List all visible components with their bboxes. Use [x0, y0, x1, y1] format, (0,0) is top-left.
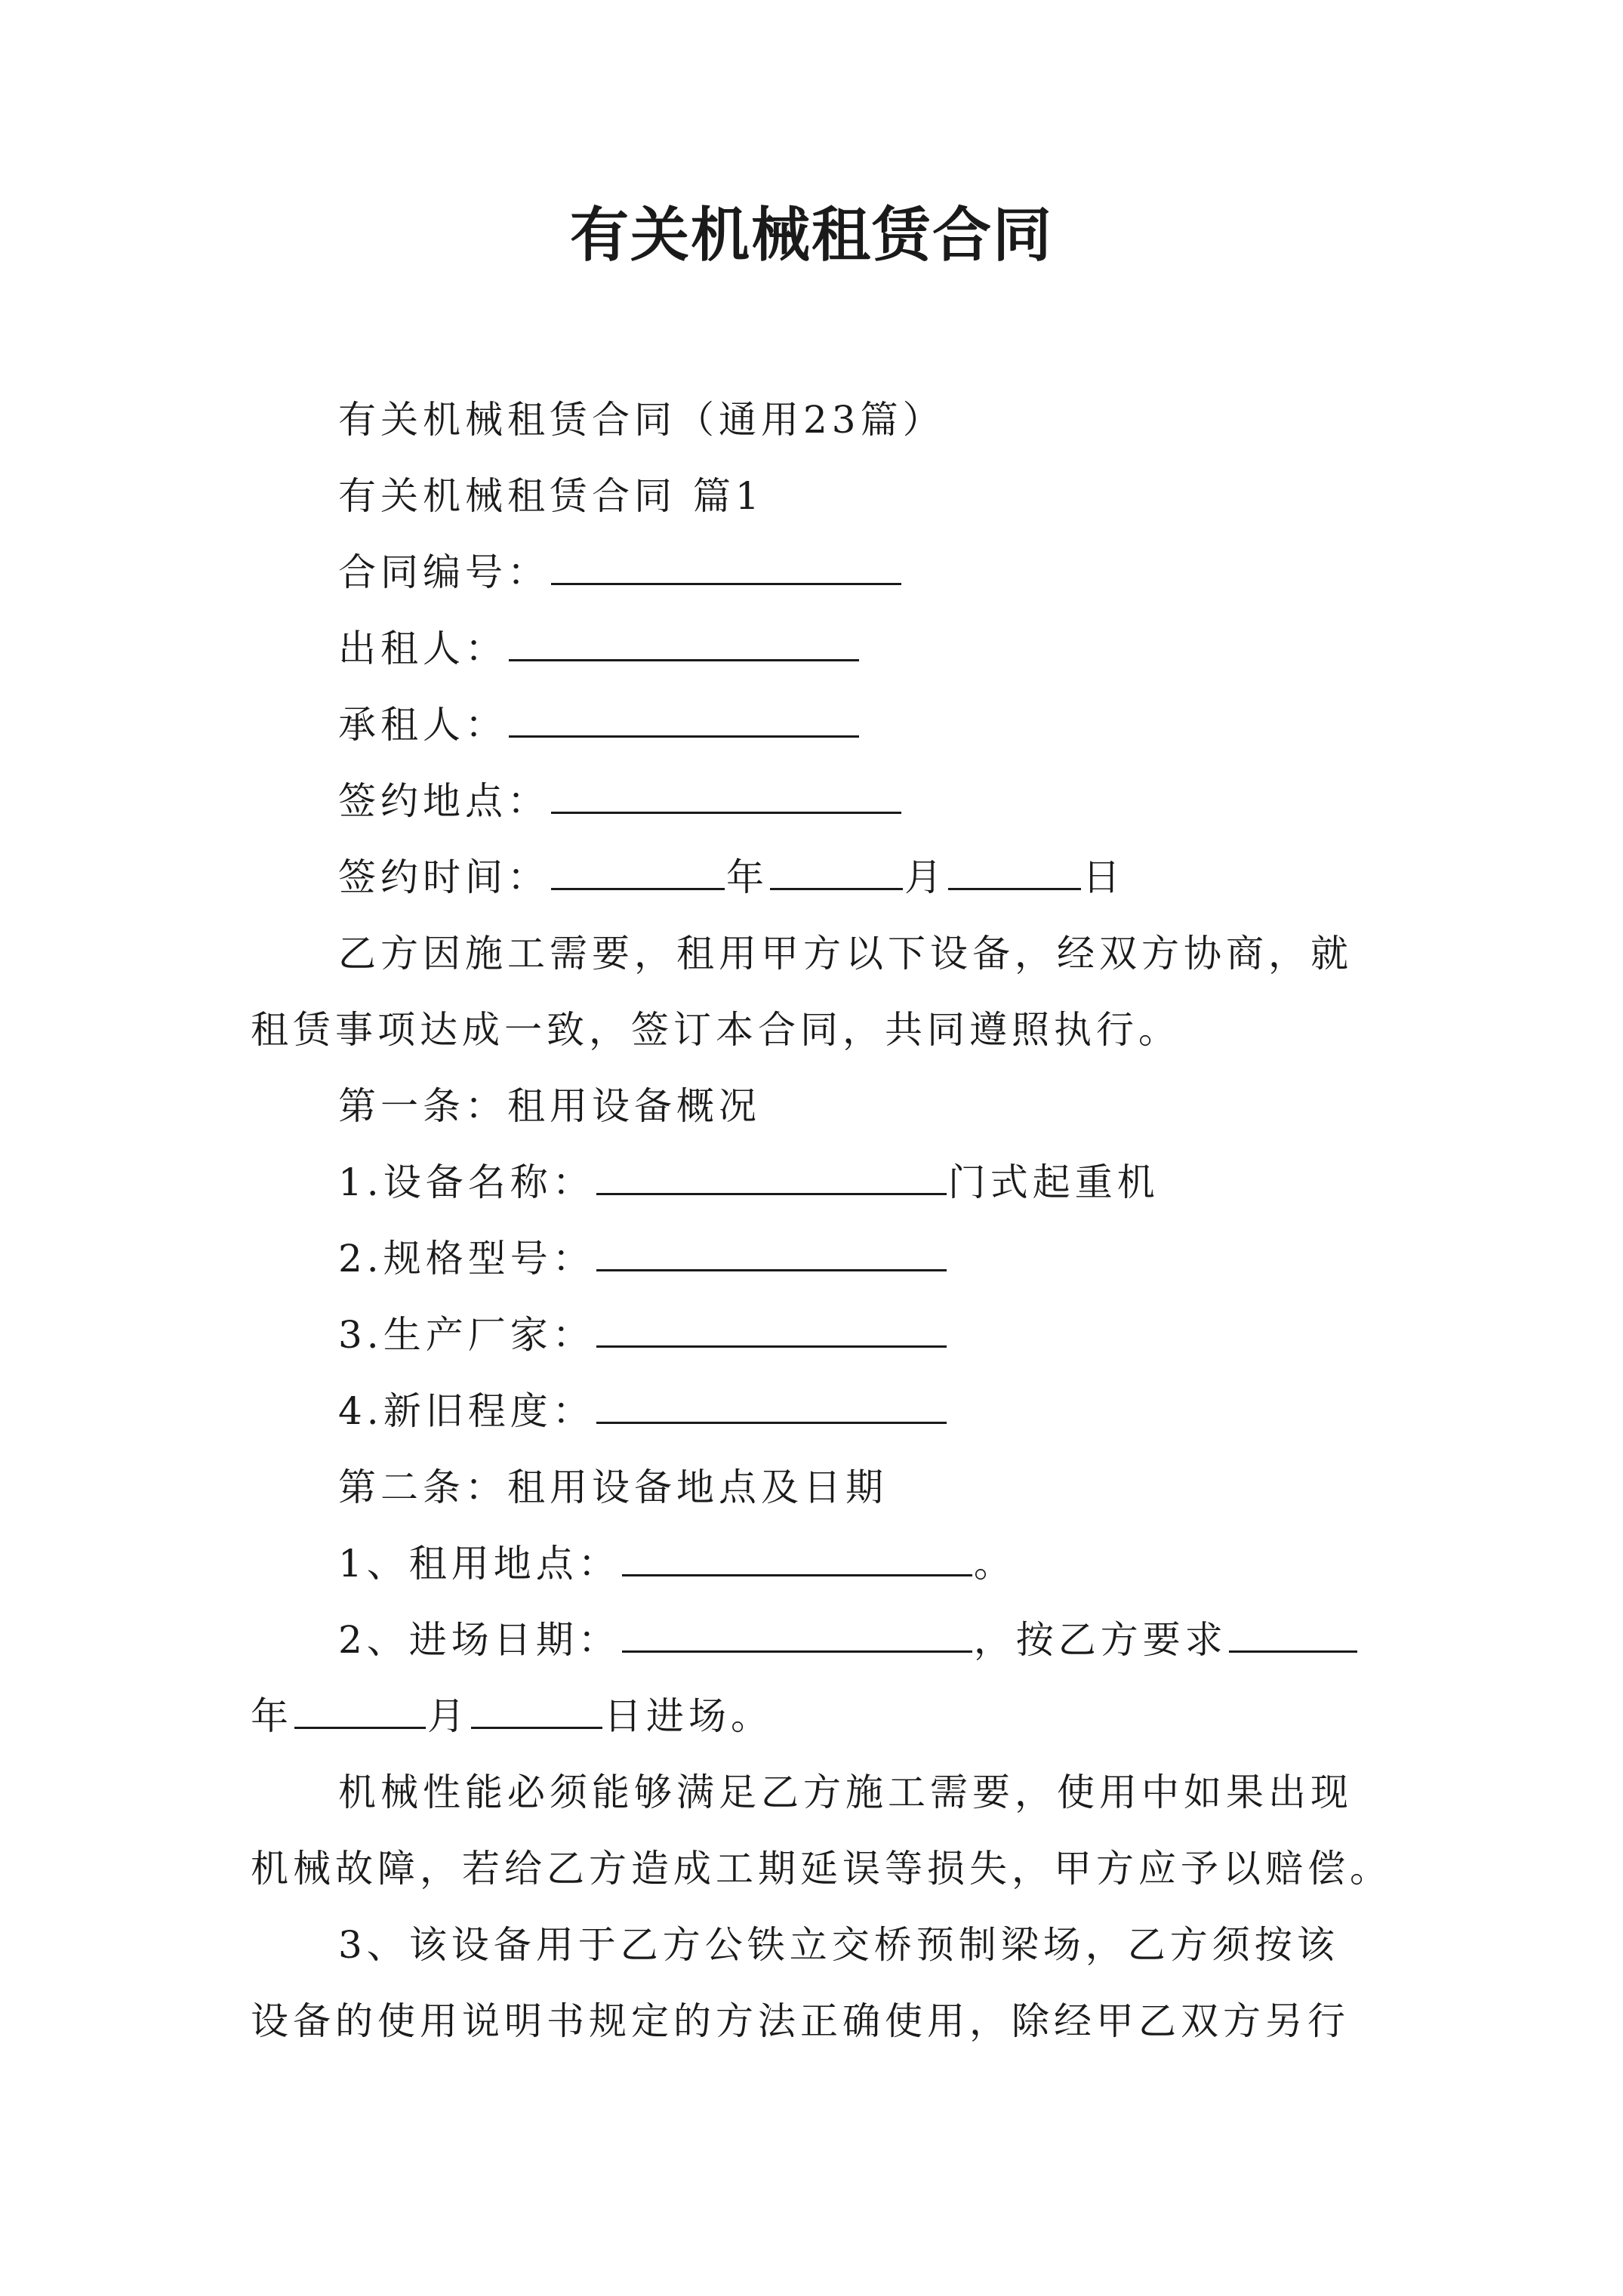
subtitle-line: 有关机械租赁合同（通用23篇） — [338, 398, 945, 442]
part-heading: 有关机械租赁合同 篇1 — [338, 474, 764, 518]
entry-date-label: 2、进场日期： — [338, 1618, 621, 1662]
item-1-line — [251, 1145, 1383, 1221]
usage-line-2: 设备的使用说明书规定的方法正确使用，除经甲乙双方另行 — [251, 1999, 1350, 2043]
rent-place-label: 1、租用地点： — [338, 1542, 621, 1586]
contract-number-label: 合同编号： — [338, 550, 550, 594]
performance-line-1: 机械性能必须能够满足乙方施工需要，使用中如果出现 — [338, 1771, 1353, 1814]
performance-line-2: 机械故障，若给乙方造成工期延误等损失，甲方应予以赔偿。 — [251, 1847, 1392, 1891]
document-title: 有关机械租赁合同 — [569, 201, 1053, 270]
lessee-label: 承租人： — [338, 703, 507, 747]
intro-line-1: 乙方因施工需要，租用甲方以下设备，经双方协商，就 — [338, 932, 1353, 975]
item-2-blank — [596, 1224, 947, 1271]
item-3-blank — [596, 1300, 947, 1348]
article-1-heading: 第一条：租用设备概况 — [338, 1084, 761, 1128]
rent-place-blank — [622, 1529, 972, 1576]
contract-number-blank — [551, 538, 901, 585]
sign-year-blank — [551, 843, 725, 890]
entry-date-mid: ，按乙方要求 — [973, 1618, 1227, 1662]
rent-place-suffix: 。 — [973, 1542, 1016, 1586]
document-body — [251, 382, 1392, 2060]
item-1-label: 1.设备名称： — [338, 1160, 595, 1204]
usage-line-1: 3、该设备用于乙方公铁立交桥预制梁场，乙方须按该 — [338, 1923, 1339, 1967]
intro-line-2: 租赁事项达成一致，签订本合同，共同遵照执行。 — [251, 1008, 1181, 1052]
rent-place-line — [251, 1526, 1383, 1602]
entry-date-end: 日进场。 — [604, 1694, 773, 1738]
item-4-label: 4.新旧程度： — [338, 1389, 595, 1433]
sign-day-blank — [948, 843, 1081, 890]
item-2-line — [251, 1221, 1383, 1297]
item-3-label: 3.生产厂家： — [338, 1313, 595, 1357]
sign-month-blank — [770, 843, 903, 890]
entry-year-blank — [1229, 1605, 1357, 1653]
sign-time-line — [251, 840, 1383, 916]
year-unit: 年 — [726, 855, 768, 899]
lessee-line — [251, 687, 1383, 763]
sign-place-blank — [551, 766, 901, 814]
item-2-label: 2.规格型号： — [338, 1237, 595, 1281]
sign-time-label: 签约时间： — [338, 855, 550, 899]
item-3-line — [251, 1297, 1383, 1373]
lessor-label: 出租人： — [338, 627, 507, 670]
item-1-blank — [596, 1148, 947, 1195]
entry-month-blank — [294, 1681, 426, 1729]
entry-date-line — [251, 1602, 1383, 1678]
entry-day-blank — [471, 1681, 602, 1729]
lessor-line — [251, 611, 1383, 687]
entry-month-unit: 月 — [427, 1694, 470, 1738]
item-4-blank — [596, 1376, 947, 1424]
contract-number-line — [251, 535, 1383, 611]
lessor-blank — [509, 614, 859, 661]
entry-year-unit: 年 — [251, 1694, 293, 1738]
article-2-heading: 第二条：租用设备地点及日期 — [338, 1465, 888, 1509]
month-unit: 月 — [904, 855, 947, 899]
day-unit: 日 — [1083, 855, 1125, 899]
lessee-blank — [509, 690, 859, 738]
item-1-suffix: 门式起重机 — [947, 1160, 1160, 1204]
sign-place-line — [251, 763, 1383, 840]
entry-date-line-2 — [251, 1678, 1383, 1755]
entry-date-blank — [622, 1605, 972, 1653]
item-4-line — [251, 1373, 1383, 1450]
sign-place-label: 签约地点： — [338, 779, 550, 823]
